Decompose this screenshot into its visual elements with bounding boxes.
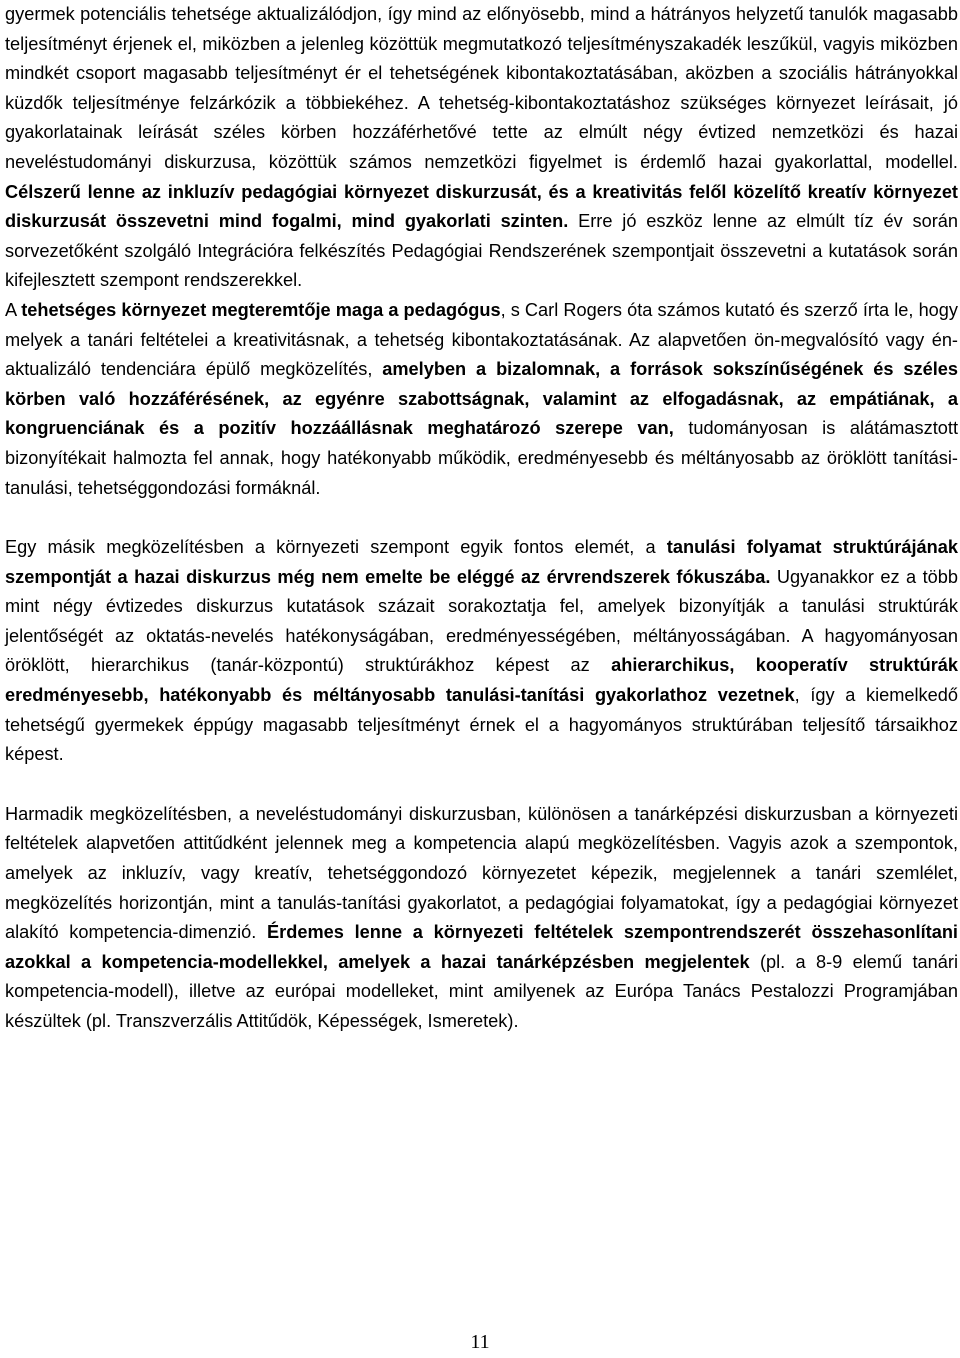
paragraph-3-emphasis-2: ahierarchikus, kooperatív struktúrák eredményesebb, hatékonyabb és méltányosabb tanulási-tanítási gyakorlathoz vezetnek [5,655,958,706]
paragraph-2 [5,296,958,503]
paragraph-3-text: Egy másik megközelítésben a környezeti szempont egyik fontos elemét, a [5,537,667,558]
paragraph-2-emphasis: tehetséges környezet megteremtője maga a pedagógus [21,299,501,320]
page-number: 11 [470,1331,490,1353]
paragraph-3 [5,533,958,770]
paragraph-1 [5,0,958,296]
paragraph-4 [5,800,958,1037]
paragraph-3-emphasis: tanulási folyamat struktúrájának szempontját a hazai diskurzus még nem emelte be eléggé az érvrendszerek fókuszába. [5,537,959,587]
paragraph-3-text-mid: Ugyanakkor ez a több mint négy évtizedes diskurzus kutatások százait sorakoztatja fel, amelyek bizonyítják a tanulási struktúrák jelentőségét az oktatás-nevelés hatékonyságában, eredményességében, méltányosságában. A hagyományosan öröklött, hierarchikus (tanár-központú) struktúrákhoz képest az [5,566,958,676]
paragraph-4-text: Harmadik megközelítésben, a neveléstudományi diskurzusban, különösen a tanárképzési diskurzusban a környezeti feltételek alapvetően attitűdként jelennek meg a kompetencia alapú megközelítésben. Vagyis azok a szempontok, amelyek az inkluzív, vagy kreatív, tehetséggondozó környezetet képezik, megjelennek a tanári szemlélet, megközelítés horizontján, mint a tanulás-tanítási gyakorlatot, a pedagógiai folyamatokat, így a pedagógiai környezet alakító kompetencia-dimenzió. [5,803,958,943]
paragraph-1-text-end: Erre jó eszköz lenne az elmúlt tíz év során sorvezetőként szolgáló Integrációra felkészítés Pedagógiai Rendszerének szempontjait összevetni a kutatások során kifejlesztett szempont rendszerekkel. [5,211,958,291]
paragraph-4-text-end: (pl. a 8-9 elemű tanári kompetencia-modell), illetve az európai modelleket, mint amilyenek az Európa Tanács Pestalozzi Programjában készültek (pl. Transzverzális Attitűdök, Képességek, Ismeretek). [5,951,958,1031]
paragraph-2-text-end: tudományosan is alátámasztott bizonyítékait halmozta fel annak, hogy hatékonyabb működik, eredményesebb és méltányosabb az öröklött tanítási-tanulási, tehetséggondozási formáknál. [5,418,958,498]
paragraph-2-text-mid: , s Carl Rogers óta számos kutató és szerző írta le, hogy melyek a tanári feltételei a kreativitásnak, a tehetség kibontakoztatásának. Az alapvetően ön-megvalósító vagy én-aktualizáló tendenciára épülő megközelítés, [5,299,959,380]
paragraph-2-emphasis-2: amelyben a bizalomnak, a források sokszínűségének és széles körben való hozzáférésének, az egyénre szabottságnak, valamint az elfogadásnak, az empátiának, a kongruenciának és a pozitív hozzáállásnak meghatározó szerepe van, [5,359,958,439]
paragraph-1-emphasis: Célszerű lenne az inkluzív pedagógiai környezet diskurzusát, és a kreativitás felől közelítő kreatív környezet diskurzusát összevetni mind fogalmi, mind gyakorlati szinten. [5,181,958,232]
document-page [5,0,958,1037]
paragraph-3-text-end: , így a kiemelkedő tehetségű gyermekek éppúgy magasabb teljesítményt érnek el a hagyományos struktúrában teljesítő társaikhoz képest. [5,685,958,765]
paragraph-2-text: A [5,299,22,320]
paragraph-1-text: gyermek potenciális tehetsége aktualizálódjon, így mind az előnyösebb, mind a hátrányos helyzetű tanulók magasabb teljesítményt érjenek el, miközben a jelenleg közöttük megmutatkozó teljesítményszakadék leszűkül, vagyis miközben mindkét csoport magasabb teljesítményt ér el tehetségének kibontakoztatásában, aközben a szociális hátrányokkal küzdők teljesítménye felzárkózik a többiekéhez. A tehetség-kibontakoztatáshoz szükséges környezet leírásait, jó gyakorlatainak leírását széles körben hozzáférhetővé tette az elmúlt négy évtized nemzetközi és hazai neveléstudományi diskurzusa, közöttük számos nemzetközi figyelmet is érdemlő hazai gyakorlattal, modellel. [5,4,958,172]
paragraph-4-emphasis: Érdemes lenne a környezeti feltételek szempontrendszerét összehasonlítani azokkal a kompetencia-modellekkel, amelyek a hazai tanárképzésben megjelentek [5,922,958,972]
